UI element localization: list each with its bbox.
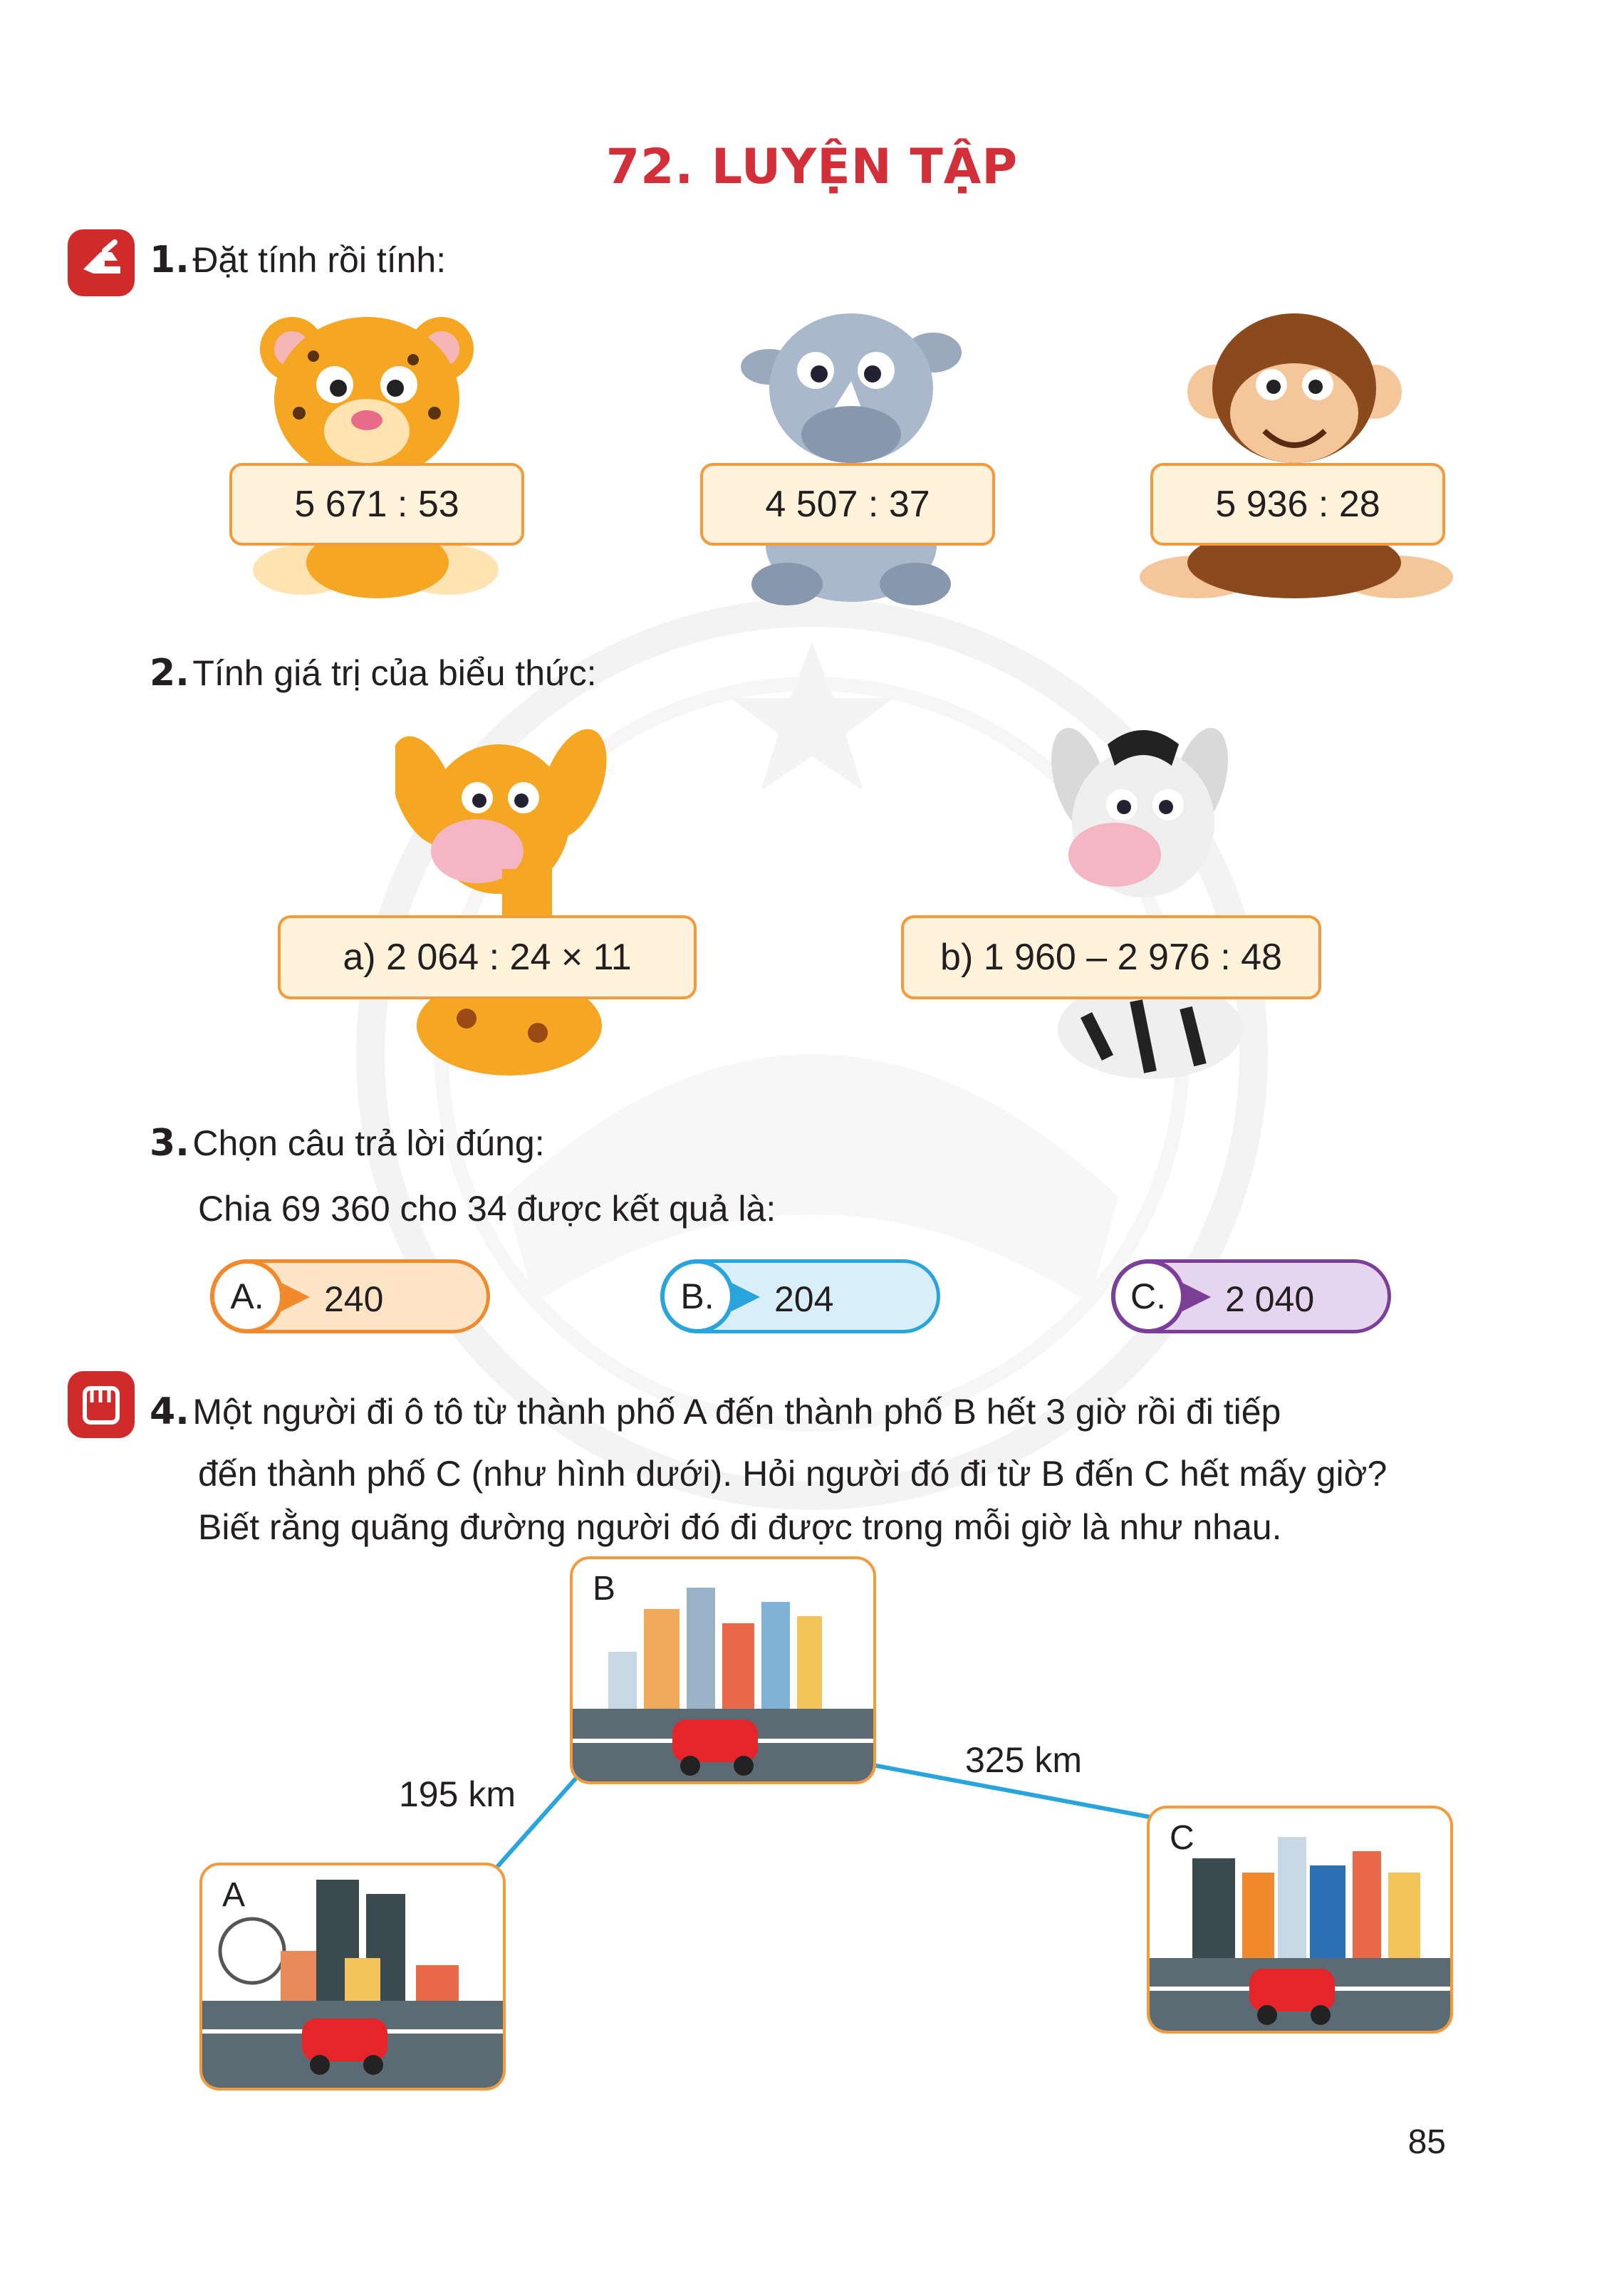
q2-expression-b: b) 1 960 – 2 976 : 48: [901, 915, 1321, 999]
q1-expression-1: 5 671 : 53: [229, 463, 524, 546]
q3-number: 3.: [150, 1122, 189, 1165]
distance-ab: 195 km: [399, 1774, 516, 1814]
q4-line-2: đến thành phố C (như hình dưới). Hỏi người đó đi từ B đến C hết mấy giờ?: [198, 1454, 1388, 1494]
q2-expression-a: a) 2 064 : 24 × 11: [278, 915, 697, 999]
city-c-scene: [1150, 1808, 1453, 2034]
city-c-label: C: [1170, 1819, 1194, 1857]
q2-number: 2.: [150, 652, 189, 694]
distance-bc: 325 km: [965, 1740, 1082, 1780]
q1-number: 1.: [150, 239, 189, 281]
page-number: 85: [1407, 2123, 1446, 2161]
q3-text: Chọn câu trả lời đúng:: [192, 1123, 545, 1163]
q1-expression-2: 4 507 : 37: [700, 463, 995, 546]
choice-c-value: 2 040: [1225, 1279, 1315, 1319]
city-b-label: B: [593, 1570, 616, 1608]
city-c: [1147, 1806, 1453, 2034]
q3-subtext: Chia 69 360 cho 34 được kết quả là:: [198, 1189, 776, 1229]
q2-text: Tính giá trị của biểu thức:: [192, 653, 597, 693]
q4-line-1: Một người đi ô tô từ thành phố A đến thành phố B hết 3 giờ rồi đi tiếp: [192, 1392, 1281, 1432]
page-title: 72. LUYỆN TẬP: [605, 139, 1019, 195]
city-b: [570, 1556, 876, 1784]
q1-expression-3: 5 936 : 28: [1150, 463, 1445, 546]
choice-a-label: A.: [210, 1259, 284, 1333]
q4-number: 4.: [150, 1390, 189, 1433]
choice-a-value: 240: [324, 1279, 384, 1319]
choice-c-label: C.: [1111, 1259, 1185, 1333]
city-b-scene: [573, 1559, 876, 1784]
city-a-label: A: [222, 1876, 246, 1914]
choice-b-value: 204: [774, 1279, 834, 1319]
q1-text: Đặt tính rồi tính:: [192, 240, 447, 280]
city-a: [199, 1863, 506, 2091]
choice-b-label: B.: [660, 1259, 734, 1333]
q4-line-3: Biết rằng quãng đường người đó đi được trong mỗi giờ là như nhau.: [198, 1507, 1282, 1547]
city-a-scene: [202, 1865, 506, 2091]
